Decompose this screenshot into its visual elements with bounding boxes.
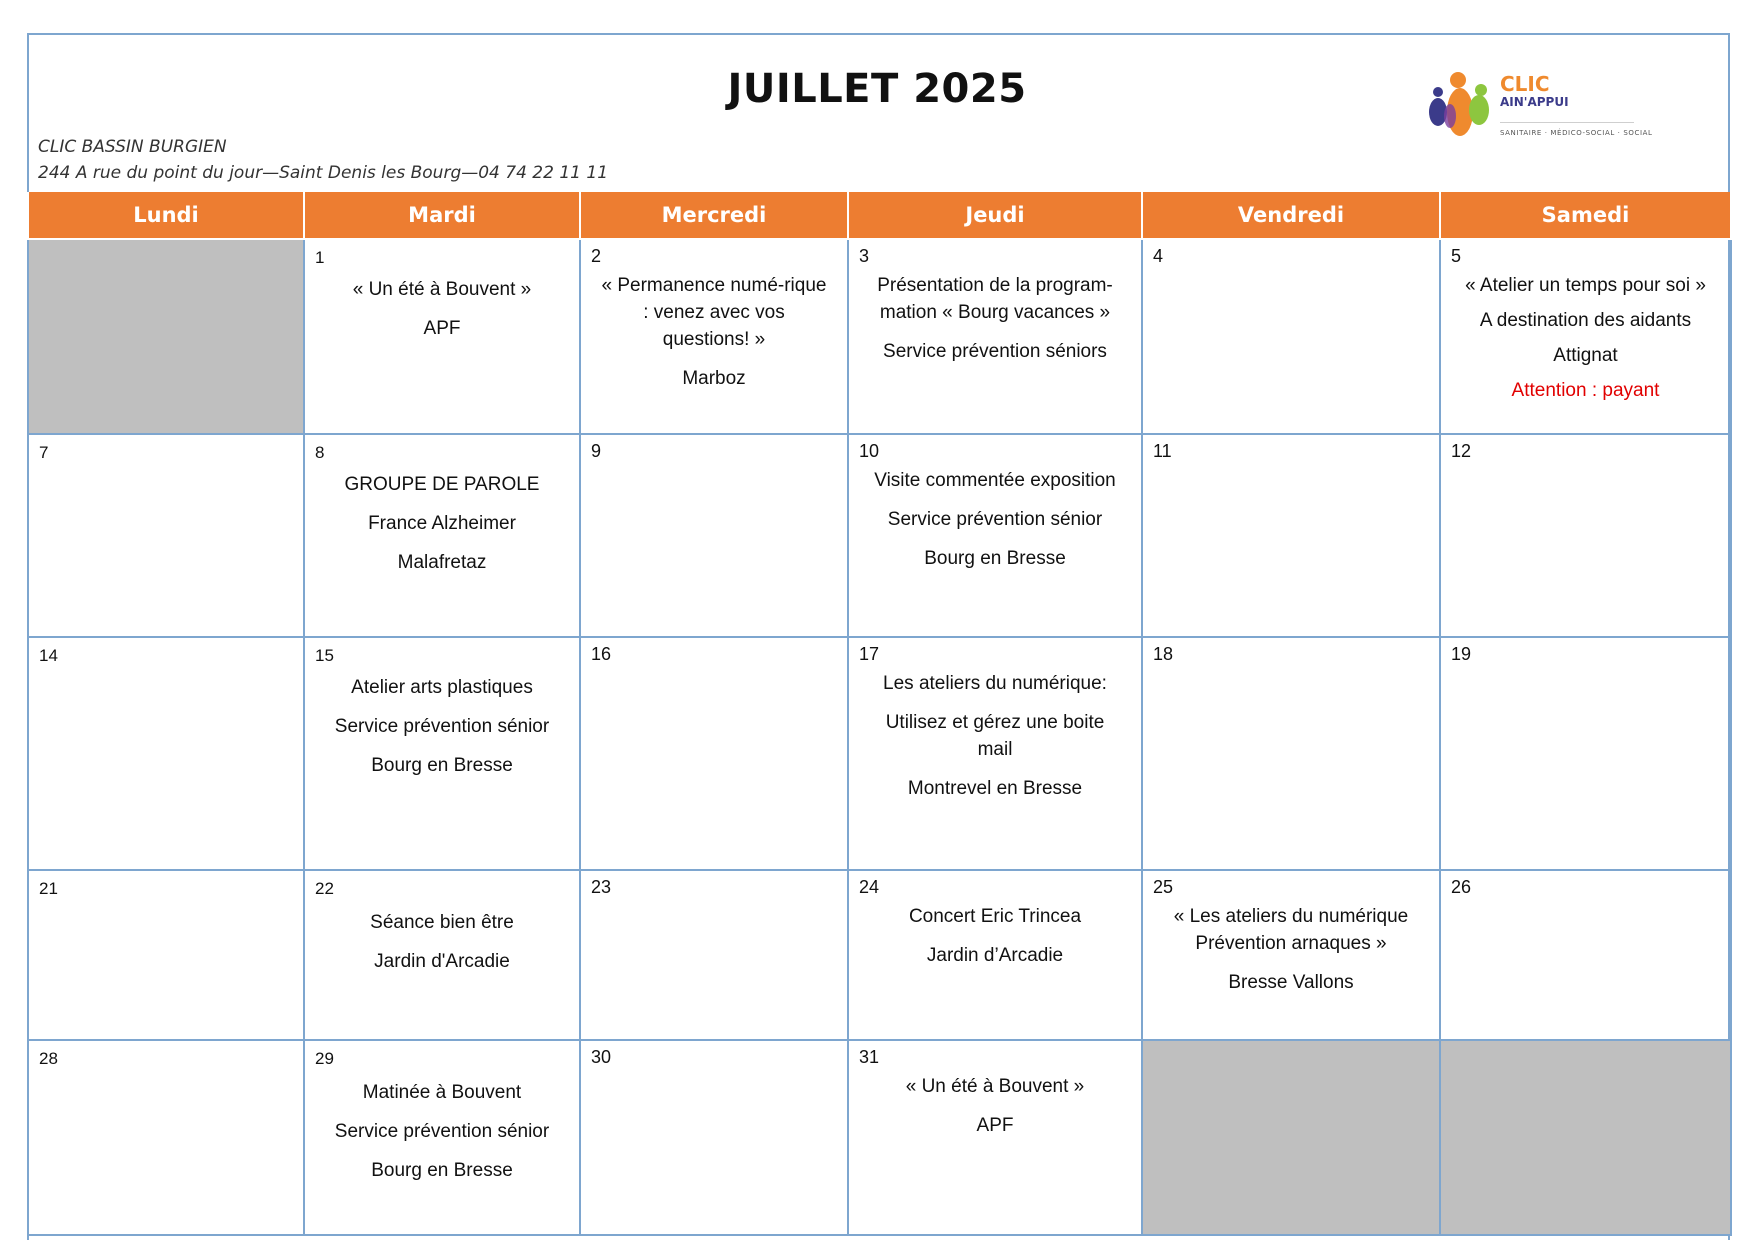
day-cell: [28, 434, 304, 637]
logo-divider: [1500, 122, 1634, 123]
day-cell: [304, 434, 580, 637]
day-events: [863, 272, 1127, 377]
day-number: 31: [859, 1047, 880, 1067]
day-events: [1447, 272, 1724, 416]
day-cell: [848, 1040, 1142, 1235]
event-title: Atelier arts plastiques: [351, 677, 533, 698]
day-cell: [580, 434, 848, 637]
day-number: 14: [39, 646, 58, 665]
day-events: [311, 909, 573, 987]
day-cell: [848, 434, 1142, 637]
day-number: 23: [591, 877, 612, 897]
weekday-header: Samedi: [1440, 192, 1731, 239]
event-audience: A destination des aidants: [1479, 310, 1692, 331]
calendar-table: [27, 192, 1732, 1236]
day-events: [867, 670, 1123, 814]
weekday-header: Vendredi: [1142, 192, 1440, 239]
day-number: 8: [315, 443, 325, 462]
day-cell: [580, 239, 848, 434]
day-number: 22: [315, 879, 334, 898]
event-title: Séance bien être: [370, 912, 514, 933]
day-number: 2: [591, 246, 602, 266]
day-cell: [1142, 870, 1440, 1040]
weekday-header: Mardi: [304, 192, 580, 239]
weekday-header: Jeudi: [848, 192, 1142, 239]
day-cell: [28, 637, 304, 870]
event-title: Les ateliers du numérique:: [883, 673, 1107, 694]
day-events: [855, 903, 1135, 981]
day-events: [311, 1079, 573, 1196]
event-location: Bourg en Bresse: [371, 1160, 513, 1181]
day-cell: [1440, 239, 1731, 434]
event-title: « Atelier un temps pour soi »: [1465, 275, 1706, 296]
organization-name: CLIC BASSIN BURGIEN: [38, 137, 227, 157]
event-location: Montrevel en Bresse: [907, 778, 1083, 799]
day-number: 16: [591, 644, 612, 664]
day-events: [855, 467, 1135, 584]
event-location: Attignat: [1553, 345, 1618, 366]
weekday-header: Lundi: [28, 192, 304, 239]
event-organizer: France Alzheimer: [368, 513, 516, 534]
event-organizer: Service prévention sénior: [334, 716, 550, 737]
event-location: Bourg en Bresse: [924, 548, 1066, 569]
event-location: Jardin d'Arcadie: [374, 951, 510, 972]
event-subtitle: Utilisez et gérez une boite mail: [885, 712, 1105, 760]
day-cell: [1142, 239, 1440, 434]
day-cell: [848, 637, 1142, 870]
day-cell: [848, 870, 1142, 1040]
event-location: Malafretaz: [397, 552, 487, 573]
day-number: 21: [39, 879, 58, 898]
day-number: 7: [39, 443, 49, 462]
event-title: « Un été à Bouvent »: [352, 279, 532, 300]
day-number: 24: [859, 877, 880, 897]
day-cell: [580, 1040, 848, 1235]
day-cell: [304, 637, 580, 870]
day-cell: [304, 870, 580, 1040]
event-location: Marboz: [682, 368, 746, 389]
day-events: [1159, 903, 1423, 1008]
empty-day-cell: [1440, 1040, 1731, 1235]
day-cell: [304, 239, 580, 434]
day-cell: [1440, 434, 1731, 637]
day-number: 1: [315, 248, 325, 267]
event-location: Bresse Vallons: [1228, 972, 1354, 993]
day-events: [311, 276, 573, 354]
day-events: [855, 1073, 1135, 1151]
week-row: [28, 239, 1731, 434]
week-row: [28, 434, 1731, 637]
day-number: 5: [1451, 246, 1462, 266]
event-title: Concert Eric Trincea: [908, 906, 1082, 927]
event-warning: Attention : payant: [1511, 380, 1660, 401]
logo-tagline: SANITAIRE · MÉDICO-SOCIAL · SOCIAL: [1500, 129, 1653, 137]
event-title: « Un été à Bouvent »: [905, 1076, 1085, 1097]
day-number: 9: [591, 441, 602, 461]
empty-day-cell: [28, 239, 304, 434]
day-number: 18: [1153, 644, 1174, 664]
event-title: Visite commentée exposition: [874, 470, 1116, 491]
day-events: [311, 674, 573, 791]
event-organizer: Service prévention sénior: [334, 1121, 550, 1142]
day-cell: [28, 1040, 304, 1235]
event-title: Matinée à Bouvent: [362, 1082, 522, 1103]
logo-name: CLIC: [1500, 72, 1550, 96]
day-number: 28: [39, 1049, 58, 1068]
day-number: 11: [1153, 441, 1172, 461]
day-cell: [1440, 637, 1731, 870]
day-number: 30: [591, 1047, 612, 1067]
event-title: « Les ateliers du numérique Prévention arnaques »: [1173, 906, 1409, 954]
event-title: Présentation de la program-mation « Bourg vacances »: [877, 275, 1113, 323]
event-organizer: Service prévention séniors: [883, 341, 1107, 362]
day-number: 26: [1451, 877, 1472, 897]
day-cell: [304, 1040, 580, 1235]
day-number: 25: [1153, 877, 1174, 897]
logo-text: [1500, 74, 1569, 110]
day-events: [601, 272, 827, 404]
week-row: [28, 637, 1731, 870]
week-row: [28, 870, 1731, 1040]
week-row: [28, 1040, 1731, 1235]
day-cell: [848, 239, 1142, 434]
day-number: 19: [1451, 644, 1472, 664]
page-title: JUILLET 2025: [727, 66, 1027, 112]
day-number: 17: [859, 644, 880, 664]
day-cell: [1142, 637, 1440, 870]
day-cell: [1440, 870, 1731, 1040]
weekday-header: Mercredi: [580, 192, 848, 239]
event-organizer: Service prévention sénior: [887, 509, 1103, 530]
logo-subtitle: AIN'APPUI: [1500, 95, 1569, 109]
event-location: Bourg en Bresse: [371, 755, 513, 776]
event-location: Jardin d’Arcadie: [926, 945, 1064, 966]
event-organizer: APF: [976, 1115, 1014, 1136]
day-cell: [580, 637, 848, 870]
day-cell: [580, 870, 848, 1040]
day-number: 29: [315, 1049, 334, 1068]
day-number: 4: [1153, 246, 1164, 266]
organization-info: [38, 134, 608, 186]
day-cell: [1142, 434, 1440, 637]
weekday-header-row: [28, 192, 1731, 239]
day-number: 10: [859, 441, 880, 461]
day-number: 12: [1451, 441, 1472, 461]
empty-day-cell: [1142, 1040, 1440, 1235]
day-number: 3: [859, 246, 870, 266]
day-events: [311, 471, 573, 588]
day-number: 15: [315, 646, 334, 665]
day-cell: [28, 870, 304, 1040]
event-organizer: APF: [423, 318, 461, 339]
organization-address: 244 A rue du point du jour—Saint Denis les Bourg—04 74 22 11 11: [38, 163, 609, 183]
event-title: GROUPE DE PAROLE: [344, 474, 540, 495]
event-title: « Permanence numé-rique : venez avec vos questions! »: [601, 275, 827, 350]
